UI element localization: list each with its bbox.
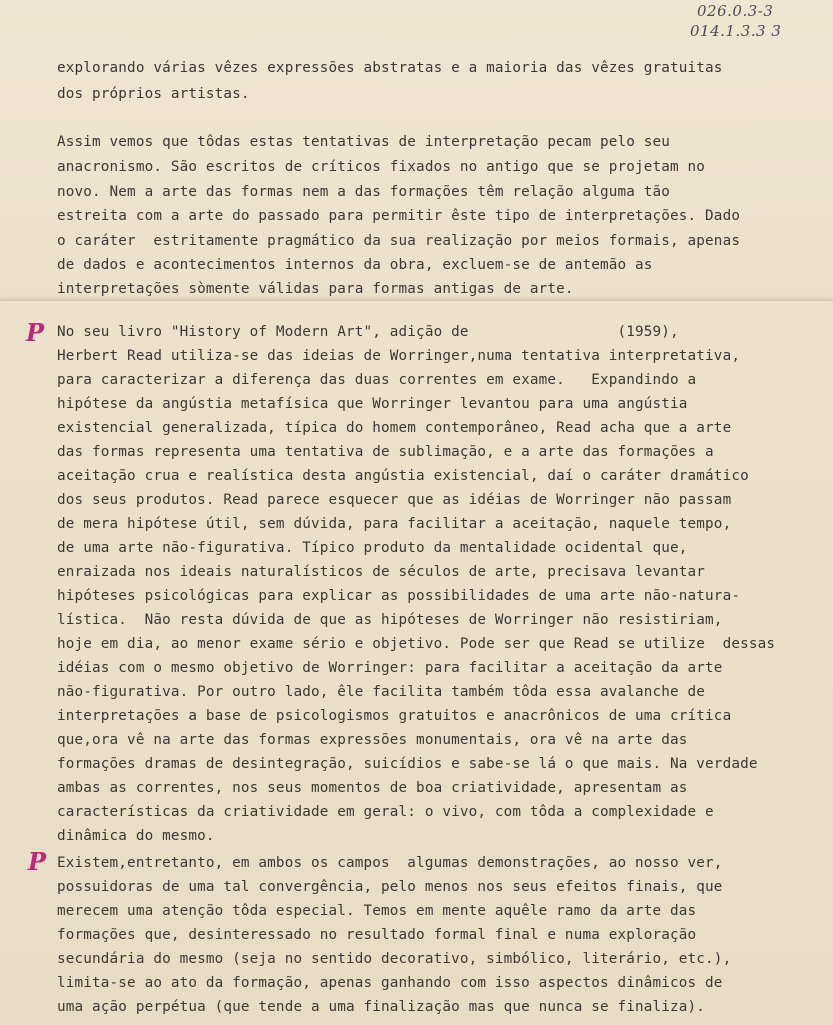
- text-line: Assim vemos que tôdas estas tentativas de interpretação pecam pelo seu: [57, 134, 671, 150]
- text-line: uma ação perpétua (que tende a uma finalização mas que nunca se finaliza).: [57, 999, 706, 1015]
- text-line: formações que, desinteressado no resultado formal final e numa exploração: [57, 927, 697, 943]
- text-line: hipótese da angústia metafísica que Worringer levantou para uma angústia: [57, 396, 688, 412]
- text-line: de dados e acontecimentos internos da obra, excluem-se de antemão as: [57, 257, 653, 273]
- text-line: merecem uma atenção tôda especial. Temos em mente aquêle ramo da arte das: [57, 903, 697, 919]
- text-line: dos próprios artistas.: [57, 86, 250, 102]
- text-line: explorando várias vêzes expressões abstratas e a maioria das vêzes gratuitas: [57, 60, 723, 76]
- text-line: interpretações sòmente válidas para formas antigas de arte.: [57, 281, 574, 297]
- text-line: interpretações a base de psicologismos gratuitos e anacrônicos de uma crítica: [57, 708, 732, 724]
- paragraph-mark: P: [28, 847, 47, 876]
- text-line: lística. Não resta dúvida de que as hipóteses de Worringer não resistiriam,: [57, 612, 723, 628]
- text-line: idéias com o mesmo objetivo de Worringer: para facilitar a aceitação da arte: [57, 660, 723, 676]
- text-line: anacronismo. São escritos de críticos fixados no antigo que se projetam no: [57, 159, 706, 175]
- text-line: de uma arte não-figurativa. Típico produto da mentalidade ocidental que,: [57, 540, 688, 556]
- text-line: Existem,entretanto, em ambos os campos algumas demonstrações, ao nosso ver,: [57, 855, 723, 871]
- text-line: hoje em dia, ao menor exame sério e objetivo. Pode ser que Read se utilize dessas: [57, 636, 776, 652]
- text-line: No seu livro "History of Modern Art", adição de (1959),: [57, 324, 679, 340]
- text-line: das formas representa uma tentativa de sublimação, e a arte das formações a: [57, 444, 714, 460]
- text-line: hipóteses psicológicas para explicar as possibilidades de uma arte não-natura-: [57, 588, 741, 604]
- text-line: novo. Nem a arte das formas nem a das formações têm relação alguma tão: [57, 184, 671, 200]
- text-line: possuidoras de uma tal convergência, pelo menos nos seus efeitos finais, que: [57, 879, 723, 895]
- text-line: de mera hipótese útil, sem dúvida, para facilitar a aceitação, naquele tempo,: [57, 516, 732, 532]
- paragraph-mark: P: [26, 318, 45, 347]
- text-line: ambas as correntes, nos seus momentos de boa criatividade, apresentam as: [57, 780, 688, 796]
- archive-reference-top: 026.0.3-3: [697, 2, 774, 20]
- archive-reference-bottom: 014.1.3.3 3: [690, 22, 782, 40]
- text-line: formações dramas de desintegração, suicídios e sabe-se lá o que mais. Na verdade: [57, 756, 758, 772]
- text-line: dos seus produtos. Read parece esquecer que as idéias de Worringer não passam: [57, 492, 732, 508]
- text-line: secundária do mesmo (seja no sentido decorativo, simbólico, literário, etc.),: [57, 951, 732, 967]
- text-line: Herbert Read utiliza-se das ideias de Worringer,numa tentativa interpretativa,: [57, 348, 741, 364]
- text-line: estreita com a arte do passado para permitir êste tipo de interpretações. Dado: [57, 208, 741, 224]
- text-line: para caracterizar a diferença das duas correntes em exame. Expandindo a: [57, 372, 697, 388]
- text-line: dinâmica do mesmo.: [57, 828, 215, 844]
- text-line: enraizada nos ideais naturalísticos de séculos de arte, precisava levantar: [57, 564, 706, 580]
- text-line: que,ora vê na arte das formas expressões monumentais, ora vê na arte das: [57, 732, 688, 748]
- text-line: não-figurativa. Por outro lado, êle facilita também tôda essa avalanche de: [57, 684, 706, 700]
- text-line: existencial generalizada, típica do homem contemporâneo, Read acha que a arte: [57, 420, 732, 436]
- text-line: características da criatividade em geral: o vivo, com tôda a complexidade e: [57, 804, 714, 820]
- text-line: limita-se ao ato da formação, apenas ganhando com isso aspectos dinâmicos de: [57, 975, 723, 991]
- text-line: aceitação crua e realística desta angústia existencial, daí o caráter dramático: [57, 468, 749, 484]
- text-line: o caráter estritamente pragmático da sua realização por meios formais, apenas: [57, 233, 741, 249]
